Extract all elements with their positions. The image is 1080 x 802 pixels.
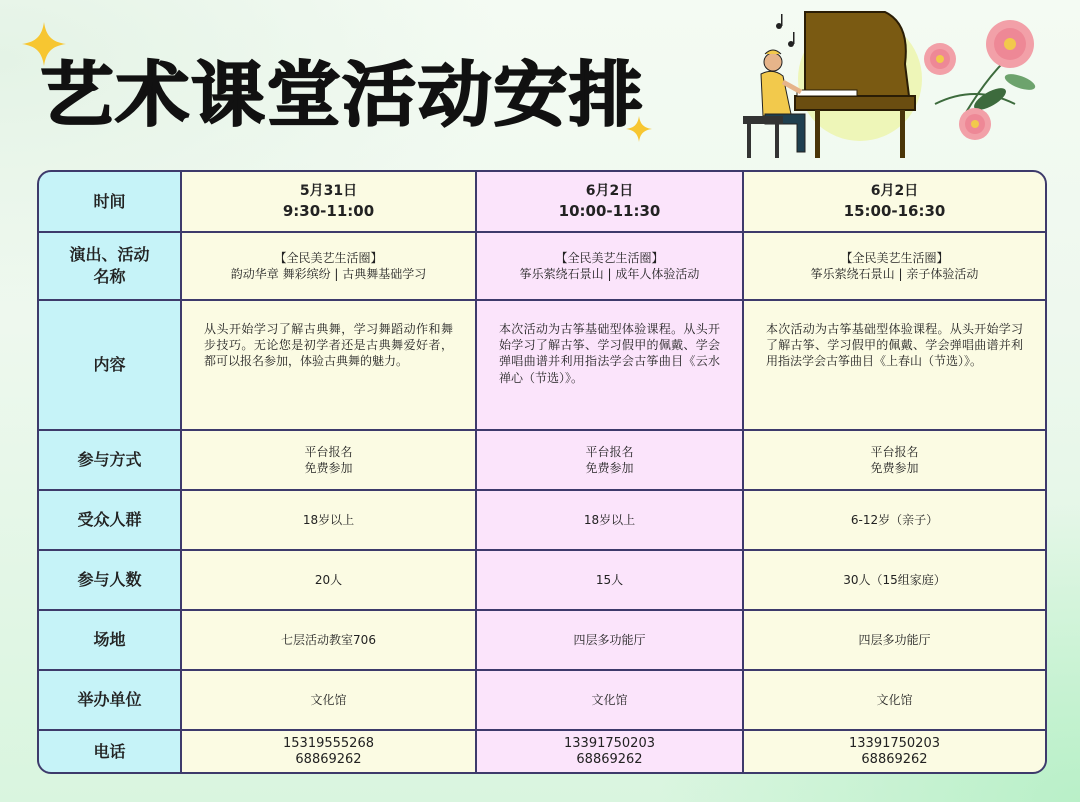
method-line: 平台报名: [585, 444, 634, 459]
organizer-cell: 文化馆: [477, 671, 742, 729]
row-label-count: 参与人数: [39, 551, 180, 609]
method-cell: [744, 431, 1045, 489]
venue-cell: 四层多功能厅: [744, 611, 1045, 669]
content-cell: 本次活动为古筝基础型体验课程。从头开始学习了解古筝、学习假甲的佩戴、学会弹唱曲谱并利用指法学会古筝曲目《上春山（节选）》。: [744, 301, 1045, 429]
activity-title: 韵动华章 舞彩缤纷 | 古典舞基础学习: [230, 267, 427, 281]
row-label-organizer: 举办单位: [39, 671, 180, 729]
phone-cell: [744, 731, 1045, 772]
activity-title: 筝乐萦绕石景山 | 成年人体验活动: [519, 267, 700, 281]
count-cell: 30人（15组家庭）: [744, 551, 1045, 609]
phone-number: 68869262: [576, 751, 643, 767]
date-text: 5月31日: [299, 182, 358, 199]
activity-title: 筝乐萦绕石景山 | 亲子体验活动: [810, 267, 979, 281]
activity-series: 【全民美艺生活圈】: [555, 250, 664, 265]
activity-name-cell: [744, 233, 1045, 299]
time-text: 9:30-11:00: [282, 201, 375, 220]
venue-cell: 七层活动教室706: [182, 611, 475, 669]
date-text: 6月2日: [585, 182, 634, 199]
row-label-venue: 场地: [39, 611, 180, 669]
count-cell: 15人: [477, 551, 742, 609]
phone-cell: [182, 731, 475, 772]
method-cell: [182, 431, 475, 489]
method-cell: [477, 431, 742, 489]
count-cell: 20人: [182, 551, 475, 609]
row-label-method: 参与方式: [39, 431, 180, 489]
content-cell: 本次活动为古筝基础型体验课程。从头开始学习了解古筝、学习假甲的佩戴、学会弹唱曲谱并利用指法学会古筝曲目《云水禅心（节选）》。: [477, 301, 742, 429]
method-line: 平台报名: [304, 444, 353, 459]
piano-player-illustration: [735, 4, 1075, 164]
schedule-table: [37, 170, 1047, 774]
row-label-phone: 电话: [39, 731, 180, 772]
organizer-cell: 文化馆: [744, 671, 1045, 729]
row-label-audience: 受众人群: [39, 491, 180, 549]
method-line: 平台报名: [870, 444, 919, 459]
page-title: 艺术课堂活动安排: [40, 54, 645, 136]
time-cell: [477, 172, 742, 231]
row-label-name: [39, 233, 180, 299]
phone-number: 13391750203: [849, 735, 940, 751]
audience-cell: 18岁以上: [182, 491, 475, 549]
method-line: 免费参加: [585, 461, 634, 475]
phone-number: 68869262: [861, 751, 928, 767]
phone-number: 15319555268: [283, 735, 374, 751]
date-text: 6月2日: [870, 182, 919, 199]
venue-cell: 四层多功能厅: [477, 611, 742, 669]
method-line: 免费参加: [304, 461, 353, 475]
activity-name-cell: [182, 233, 475, 299]
organizer-cell: 文化馆: [182, 671, 475, 729]
time-text: 10:00-11:30: [558, 201, 661, 220]
time-cell: [182, 172, 475, 231]
activity-series: 【全民美艺生活圈】: [274, 250, 383, 265]
audience-cell: 6-12岁（亲子）: [744, 491, 1045, 549]
phone-number: 13391750203: [564, 735, 655, 751]
phone-cell: [477, 731, 742, 772]
method-line: 免费参加: [870, 461, 919, 475]
time-text: 15:00-16:30: [843, 201, 946, 220]
activity-name-cell: [477, 233, 742, 299]
content-cell: 从头开始学习了解古典舞，学习舞蹈动作和舞步技巧。无论您是初学者还是古典舞爱好者，都可以报名参加，体验古典舞的魅力。: [182, 301, 475, 429]
audience-cell: 18岁以上: [477, 491, 742, 549]
flower-icon: [924, 20, 1037, 140]
row-label-line: 演出、活动: [69, 245, 150, 265]
time-cell: [744, 172, 1045, 231]
phone-number: 68869262: [295, 751, 362, 767]
activity-series: 【全民美艺生活圈】: [840, 250, 949, 265]
row-label-time: 时间: [39, 172, 180, 231]
row-label-line: 名称: [93, 267, 126, 286]
row-label-content: 内容: [39, 301, 180, 429]
